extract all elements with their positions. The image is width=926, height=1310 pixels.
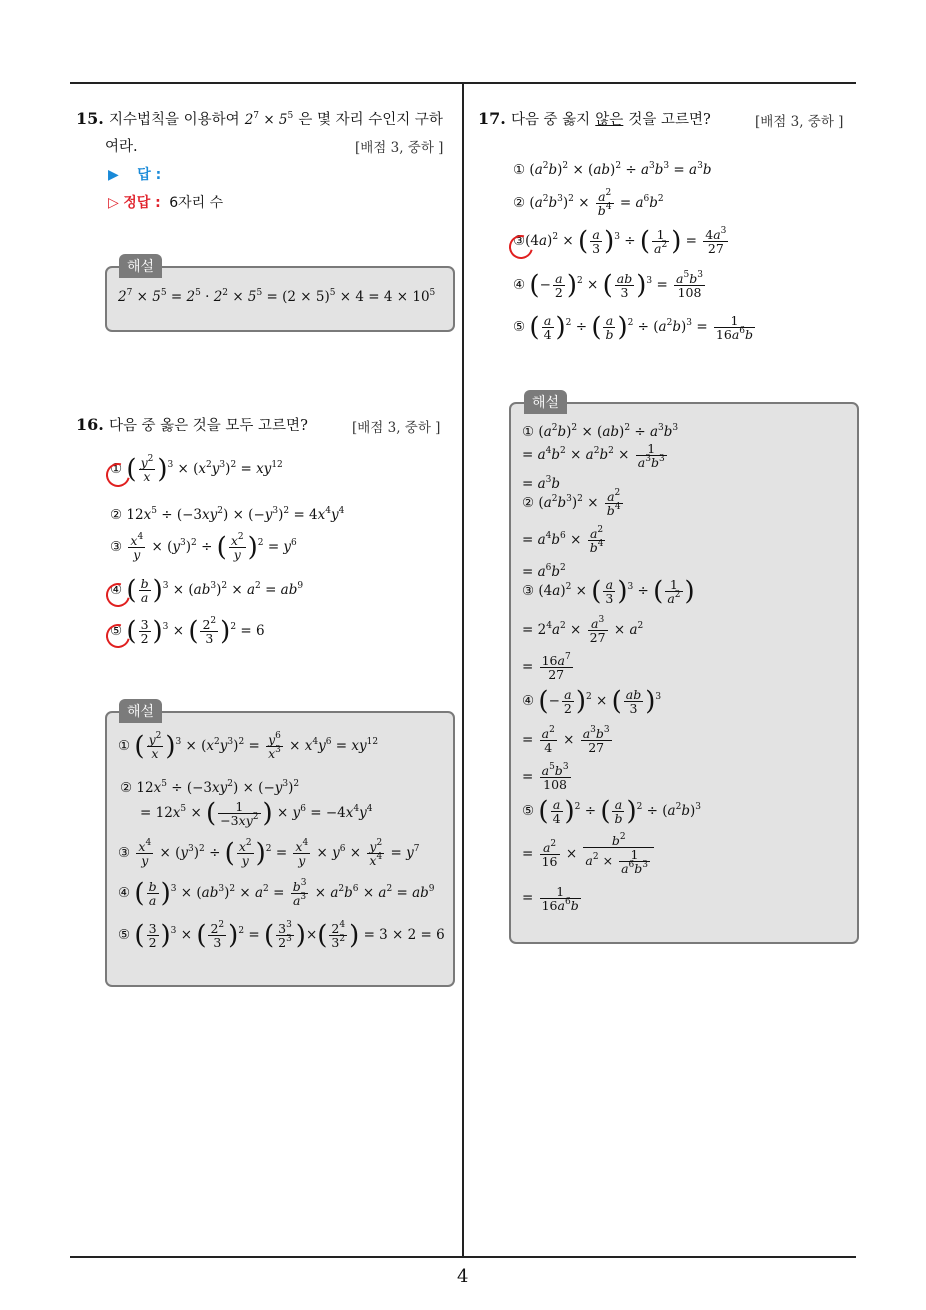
q16-explain-line-4: ③ $\frac{x^4}{y}$ × $(y^3)^2$ ÷ ( $\frac{x^2}{y}$ )$^2$ = $\frac{x^4}{y}$ × $y^6$ × $\frac{y^2}{x^4}$ = $y^7$ [118,838,420,869]
q17-explain-line-15: = $\frac{1}{16a^6b}$ [522,884,579,914]
q15-correct-value: 6자리 수 [169,195,224,211]
q17-explain-line-14: = $\frac{a^2}{16}$ × $b^2$ $a^2$ × $\frac{1}{a^6b^3}$ [522,834,656,875]
q17-explain-line-8: = $2^4a^2$ × $\frac{a^3}{27}$ × $a^2$ [522,615,644,646]
q17-number: 17. [478,109,506,128]
q16-option-5: ⑤ ( $\frac{3}{2}$ )$^3$ × ( $\frac{2^2}{3}$ )$^2$ = 6 [110,616,265,647]
q15-text-c: 여라. [105,139,138,155]
q17-option-5: ⑤ ( $\frac{a}{4}$ )$^2$ ÷ ( $\frac{a}{b}$ )$^2 \div (a^2b)^3$ = $\frac{1}{16a^6b}$ [513,312,754,343]
q17-explain-line-1: ① $(a^2b)^2 \times (ab)^2 \div a^3b^3$ [522,423,679,440]
q15-text-b: 은 몇 자리 수인지 구하 [298,112,443,128]
q17-option-2: ② $(a^2b^3)^2$ × $\frac{a^2}{b^4}$ = $a^6b^2$ [513,188,664,219]
q17-text-a: 다음 중 옳지 [510,112,591,128]
q17-option-1: ① $(a^2b)^2 \times (ab)^2 \div a^3b^3 = a^3b$ [513,161,712,178]
q17-explain-line-3: = $a^3b$ [522,475,561,492]
q17-text-b: 것을 고르면? [628,112,711,128]
q17-explain-line-11: = $\frac{a^2}{4}$ × $\frac{a^3b^3}{27}$ [522,725,610,756]
q16-number: 16. [76,415,104,434]
q17-explain-line-6: = $a^6b^2$ [522,563,566,580]
q17-text-underlined: 않은 [595,112,624,128]
q16-explain-line-6: ⑤ ( $\frac{3}{2}$ )$^3$ × ( $\frac{2^2}{3}$ )$^2$ = ( $\frac{3^3}{2^3}$ )×( $\frac{2^4}{3^2}$ ) = 3 × 2 = 6 [118,920,445,951]
bottom-rule [70,1256,856,1258]
q16-option-1: ① ( $\frac{y^2}{x}$ )$^3 \times (x^2y^3)^2 = xy^{12}$ [110,454,283,485]
triangle-outline-icon: ▷ [108,195,119,211]
q15-correct-row [108,192,223,212]
q17-option-4: ④ (− $\frac{a}{2}$ )$^2$ × ( $\frac{ab}{3}$ )$^3$ = $\frac{a^5b^3}{108}$ [513,270,703,301]
q16-text: 다음 중 옳은 것을 모두 고르면? [108,418,308,434]
column-divider [462,82,464,1257]
q17-header [478,108,711,129]
q17-explain-line-2: = $a^4b^2 \times a^2b^2$ × $\frac{1}{a^3b^3}$ [522,441,665,471]
q17-option-3: $③(4a)^2$ × ( $\frac{a}{3}$ )$^3$ ÷ ( $\frac{1}{a^2}$ ) = $\frac{4a^3}{27}$ [513,226,727,257]
q16-explain-line-3: = $12x^5$ × ( $\frac{1}{-3xy^2}$ ) × $y^6 = -4x^4y^4$ [140,798,373,829]
q16-option-4: ④ ( $\frac{b}{a}$ )$^3 \times (ab^3)^2 \times a^2 = ab^9$ [110,575,304,606]
q17-explain-line-4: ② $(a^2b^3)^2$ × $\frac{a^2}{b^4}$ [522,488,621,519]
q17-explain-line-9: = $\frac{16a^7}{27}$ [522,652,571,683]
q15-header: 15. 지수법칙을 이용하여 $2^7 \times 5^5$ 은 몇 자리 수인지 구하 [76,109,443,128]
q16-explain-line-5: ④ ( $\frac{b}{a}$ )$^3 \times (ab^3)^2 \times a^2$ = $\frac{b^3}{a^3}$ × $a^2b^6 \times a^2 = ab^9$ [118,878,435,909]
q16-explain-line-2: ② $12x^5 \div (-3xy^2) \times (-y^3)^2$ [120,779,300,796]
q15-answer-row [108,164,161,184]
q15-explain-math: $2^7 \times 5^5 = 2^5 \cdot 2^2 \times 5^5 = (2 \times 5)^5 \times 4 = 4 \times 10^5$ [118,288,436,305]
q16-points: [배점 3, 중하 ] [352,420,441,436]
q17-explain-line-7: ③ $(4a)^2$ × ( $\frac{a}{3}$ )$^3$ ÷ ( $\frac{1}{a^2}$ ) [522,576,695,607]
q15-explain-tag: 해설 [119,254,162,278]
q17-explain-line-5: = $a^4b^6$ × $\frac{a^2}{b^4}$ [522,525,604,556]
q15-number: 15. [76,109,104,128]
q17-points: [배점 3, 중하 ] [755,114,844,130]
q16-explain-tag: 해설 [119,699,162,723]
q15-answer-label: 답 : [137,167,162,183]
q15-points: [배점 3, 중하 ] [355,140,444,156]
q16-option-2: ② $12x^5 \div (-3xy^2) \times (-y^3)^2 = 4x^4y^4$ [110,506,345,523]
play-icon: ▶ [108,167,119,183]
q17-explain-line-12: = $\frac{a^5b^3}{108}$ [522,762,569,793]
q17-explain-line-13: ⑤ ( $\frac{a}{4}$ )$^2$ ÷ ( $\frac{a}{b}$ )$^2 \div (a^2b)^3$ [522,796,702,827]
q15-text-a: 지수법칙을 이용하여 [108,112,240,128]
q17-explain-tag: 해설 [524,390,567,414]
q17-explain-line-10: ④ (− $\frac{a}{2}$ )$^2$ × ( $\frac{ab}{3}$ )$^3$ [522,686,662,717]
q15-correct-label: 정답 : [123,195,161,211]
q16-header [76,414,308,435]
q16-explain-line-1: ① ( $\frac{y^2}{x}$ )$^3 \times (x^2y^3)^2$ = $\frac{y^6}{x^3}$ × $x^4y^6 = xy^{12}$ [118,731,379,762]
page-number: 4 [457,1266,469,1287]
q16-option-3: ③ $\frac{x^4}{y}$ × $(y^3)^2$ ÷ ( $\frac{x^2}{y}$ )$^2 = y^6$ [110,532,297,563]
